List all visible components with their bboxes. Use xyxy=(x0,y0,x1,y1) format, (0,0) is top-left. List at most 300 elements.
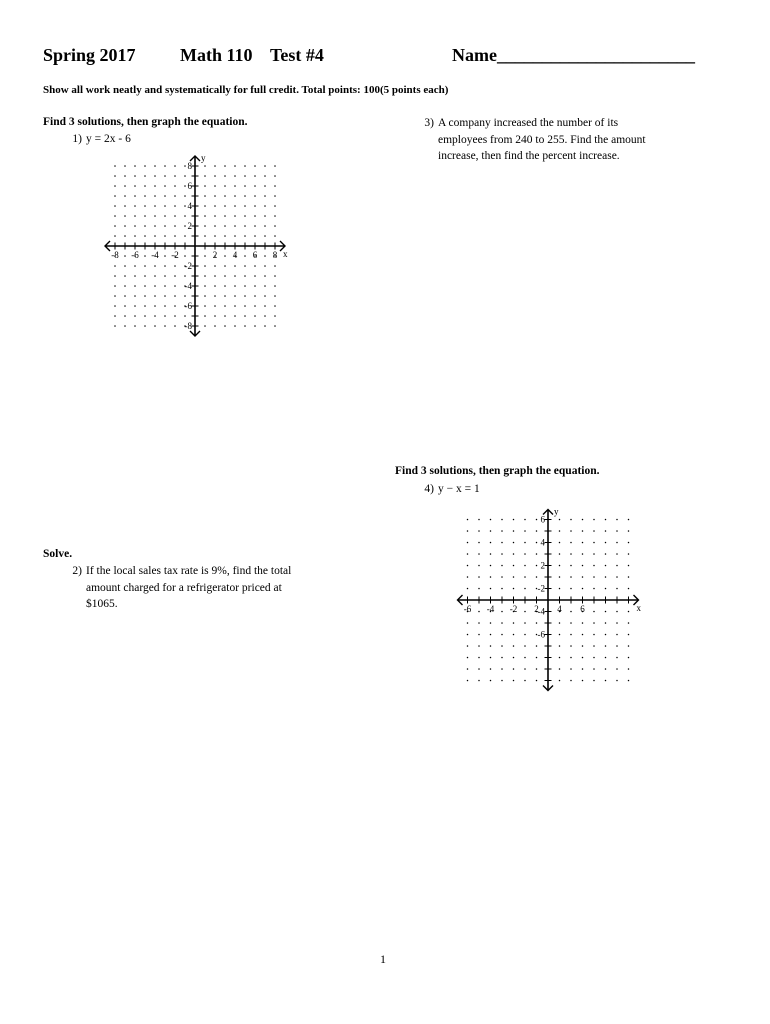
grid-dot xyxy=(184,215,186,217)
grid-dot xyxy=(204,315,206,317)
grid-dot xyxy=(224,275,226,277)
grid-dot xyxy=(124,225,126,227)
grid-dot xyxy=(513,645,515,647)
grid-dot xyxy=(224,285,226,287)
grid-dot xyxy=(524,680,526,682)
grid-dot xyxy=(264,235,266,237)
grid-dot xyxy=(244,325,246,327)
grid-dot xyxy=(559,576,561,578)
grid-dot xyxy=(582,553,584,555)
grid-dot xyxy=(524,542,526,544)
grid-dot xyxy=(154,285,156,287)
problem-1-text: y = 2x - 6 xyxy=(86,133,131,145)
section-heading-solve: Solve. xyxy=(43,548,73,560)
grid-dot xyxy=(593,645,595,647)
grid-dot xyxy=(214,235,216,237)
grid-dot xyxy=(114,225,116,227)
grid-dot xyxy=(214,275,216,277)
grid-dot xyxy=(524,611,526,613)
grid-dot xyxy=(274,185,276,187)
grid-dot xyxy=(274,305,276,307)
grid-dot xyxy=(164,175,166,177)
grid-dot xyxy=(144,265,146,267)
grid-dot xyxy=(114,315,116,317)
grid-dot xyxy=(124,325,126,327)
grid-dot xyxy=(234,235,236,237)
grid-dot xyxy=(490,588,492,590)
grid-dot xyxy=(124,185,126,187)
problem-3-line-3: increase, then find the percent increase. xyxy=(438,150,620,162)
grid-dot xyxy=(134,265,136,267)
grid-dot xyxy=(264,175,266,177)
grid-dot xyxy=(570,519,572,521)
grid-dot xyxy=(570,542,572,544)
grid-dot xyxy=(570,611,572,613)
grid-dot xyxy=(467,645,469,647)
grid-dot xyxy=(154,265,156,267)
grid-dot xyxy=(501,611,503,613)
grid-dot xyxy=(582,668,584,670)
y-tick-label: -4 xyxy=(184,281,192,291)
grid-dot xyxy=(536,668,538,670)
grid-dot xyxy=(605,680,607,682)
grid-dot xyxy=(174,325,176,327)
grid-dot xyxy=(264,225,266,227)
grid-dot xyxy=(164,165,166,167)
grid-dot xyxy=(605,565,607,567)
grid-dot xyxy=(164,205,166,207)
grid-dot xyxy=(184,235,186,237)
grid-dot xyxy=(234,195,236,197)
x-axis-label: x xyxy=(283,249,288,259)
grid-dot xyxy=(234,225,236,227)
grid-dot xyxy=(214,185,216,187)
grid-dot xyxy=(490,542,492,544)
grid-dot xyxy=(214,325,216,327)
grid-dot xyxy=(616,668,618,670)
grid-dot xyxy=(214,305,216,307)
grid-dot xyxy=(536,680,538,682)
grid-dot xyxy=(134,195,136,197)
grid-dot xyxy=(478,588,480,590)
grid-dot xyxy=(593,576,595,578)
grid-dot xyxy=(134,305,136,307)
grid-dot xyxy=(490,530,492,532)
grid-dot xyxy=(254,275,256,277)
grid-dot xyxy=(204,325,206,327)
grid-dot xyxy=(628,657,630,659)
grid-dot xyxy=(244,195,246,197)
problem-1-number: 1) xyxy=(72,133,82,145)
grid-dot xyxy=(134,185,136,187)
grid-dot xyxy=(174,165,176,167)
grid-dot xyxy=(144,315,146,317)
grid-dot xyxy=(593,553,595,555)
grid-dot xyxy=(559,680,561,682)
grid-dot xyxy=(274,325,276,327)
grid-dot xyxy=(559,542,561,544)
grid-dot xyxy=(144,285,146,287)
grid-dot xyxy=(174,185,176,187)
grid-dot xyxy=(184,255,186,257)
grid-dot xyxy=(204,235,206,237)
grid-dot xyxy=(164,225,166,227)
grid-dot xyxy=(164,215,166,217)
grid-dot xyxy=(616,565,618,567)
section-heading-graph-b: Find 3 solutions, then graph the equation. xyxy=(395,465,600,477)
grid-dot xyxy=(616,634,618,636)
grid-dot xyxy=(214,295,216,297)
grid-dot xyxy=(605,645,607,647)
grid-dot xyxy=(234,295,236,297)
grid-dot xyxy=(234,185,236,187)
grid-dot xyxy=(204,305,206,307)
grid-dot xyxy=(274,295,276,297)
grid-dot xyxy=(134,285,136,287)
grid-dot xyxy=(234,265,236,267)
grid-dot xyxy=(582,588,584,590)
grid-dot xyxy=(204,175,206,177)
grid-dot xyxy=(224,255,226,257)
grid-dot xyxy=(264,255,266,257)
grid-dot xyxy=(264,265,266,267)
grid-dot xyxy=(605,553,607,555)
grid-dot xyxy=(244,275,246,277)
grid-dot xyxy=(264,315,266,317)
grid-dot xyxy=(134,295,136,297)
grid-dot xyxy=(144,165,146,167)
grid-dot xyxy=(164,305,166,307)
grid-dot xyxy=(536,542,538,544)
grid-dot xyxy=(570,680,572,682)
grid-dot xyxy=(628,634,630,636)
grid-dot xyxy=(628,576,630,578)
grid-dot xyxy=(559,668,561,670)
grid-dot xyxy=(582,565,584,567)
grid-dot xyxy=(264,195,266,197)
grid-dot xyxy=(224,165,226,167)
grid-dot xyxy=(490,565,492,567)
grid-dot xyxy=(501,680,503,682)
grid-dot xyxy=(264,295,266,297)
grid-dot xyxy=(501,645,503,647)
grid-dot xyxy=(264,325,266,327)
grid-dot xyxy=(224,205,226,207)
grid-dot xyxy=(234,215,236,217)
y-tick-label: 8 xyxy=(187,161,192,171)
grid-dot xyxy=(274,315,276,317)
grid-dot xyxy=(254,265,256,267)
grid-dot xyxy=(501,542,503,544)
grid-dot xyxy=(264,285,266,287)
grid-dot xyxy=(593,611,595,613)
grid-dot xyxy=(204,275,206,277)
grid-dot xyxy=(224,315,226,317)
page-number: 1 xyxy=(380,952,386,966)
grid-dot xyxy=(274,175,276,177)
grid-dot xyxy=(501,622,503,624)
grid-dot xyxy=(184,205,186,207)
grid-dot xyxy=(274,235,276,237)
grid-dot xyxy=(234,285,236,287)
grid-dot xyxy=(114,175,116,177)
grid-dot xyxy=(467,565,469,567)
grid-dot xyxy=(114,165,116,167)
grid-dot xyxy=(114,185,116,187)
grid-dot xyxy=(234,275,236,277)
grid-dot xyxy=(490,634,492,636)
x-tick-label: 2 xyxy=(212,250,218,260)
grid-dot xyxy=(224,215,226,217)
grid-dot xyxy=(513,668,515,670)
grid-dot xyxy=(570,588,572,590)
grid-dot xyxy=(214,215,216,217)
problem-2-number: 2) xyxy=(72,565,82,577)
grid-dot xyxy=(274,225,276,227)
course-heading: Math 110 xyxy=(180,45,253,65)
grid-dot xyxy=(134,215,136,217)
name-field[interactable]: Name______________________ xyxy=(452,45,695,65)
grid-dot xyxy=(490,622,492,624)
grid-dot xyxy=(254,285,256,287)
grid-dot xyxy=(559,622,561,624)
grid-dot xyxy=(605,542,607,544)
grid-dot xyxy=(124,235,126,237)
grid-dot xyxy=(174,285,176,287)
grid-dot xyxy=(582,657,584,659)
grid-dot xyxy=(490,657,492,659)
grid-dot xyxy=(467,680,469,682)
y-tick-label: 4 xyxy=(187,201,192,211)
grid-dot xyxy=(593,657,595,659)
grid-dot xyxy=(605,588,607,590)
grid-dot xyxy=(478,622,480,624)
grid-dot xyxy=(274,265,276,267)
grid-dot xyxy=(224,265,226,267)
grid-dot xyxy=(274,195,276,197)
grid-dot xyxy=(513,588,515,590)
grid-dot xyxy=(274,275,276,277)
grid-dot xyxy=(134,205,136,207)
grid-dot xyxy=(513,519,515,521)
grid-dot xyxy=(234,205,236,207)
grid-dot xyxy=(467,657,469,659)
grid-dot xyxy=(184,315,186,317)
grid-dot xyxy=(616,530,618,532)
grid-dot xyxy=(524,519,526,521)
grid-dot xyxy=(467,634,469,636)
grid-dot xyxy=(224,195,226,197)
grid-dot xyxy=(501,668,503,670)
grid-dot xyxy=(114,215,116,217)
grid-dot xyxy=(616,553,618,555)
grid-dot xyxy=(114,295,116,297)
grid-dot xyxy=(134,165,136,167)
grid-dot xyxy=(174,225,176,227)
grid-dot xyxy=(628,668,630,670)
grid-dot xyxy=(605,634,607,636)
grid-dot xyxy=(184,225,186,227)
x-tick-label: -6 xyxy=(131,250,139,260)
grid-dot xyxy=(582,542,584,544)
grid-dot xyxy=(254,305,256,307)
grid-dot xyxy=(274,165,276,167)
grid-dot xyxy=(605,622,607,624)
grid-dot xyxy=(524,645,526,647)
grid-dot xyxy=(593,530,595,532)
grid-dot xyxy=(478,576,480,578)
grid-dot xyxy=(467,576,469,578)
grid-dot xyxy=(134,275,136,277)
section-heading-graph-a: Find 3 solutions, then graph the equation. xyxy=(43,116,248,128)
grid-dot xyxy=(570,530,572,532)
grid-dot xyxy=(224,295,226,297)
grid-dot xyxy=(254,215,256,217)
grid-dot xyxy=(536,576,538,578)
grid-dot xyxy=(154,295,156,297)
grid-dot xyxy=(254,235,256,237)
grid-dot xyxy=(605,657,607,659)
grid-dot xyxy=(490,668,492,670)
grid-dot xyxy=(174,275,176,277)
grid-dot xyxy=(144,225,146,227)
grid-dot xyxy=(536,657,538,659)
grid-dot xyxy=(559,588,561,590)
grid-dot xyxy=(174,315,176,317)
y-tick-label: 4 xyxy=(540,537,545,548)
grid-dot xyxy=(524,634,526,636)
y-tick-label: -8 xyxy=(184,321,192,331)
grid-dot xyxy=(144,235,146,237)
grid-dot xyxy=(124,255,126,257)
grid-dot xyxy=(467,542,469,544)
grid-dot xyxy=(582,576,584,578)
grid-dot xyxy=(124,265,126,267)
grid-dot xyxy=(501,519,503,521)
grid-dot xyxy=(254,165,256,167)
grid-dot xyxy=(154,225,156,227)
grid-dot xyxy=(593,668,595,670)
grid-dot xyxy=(224,235,226,237)
grid-dot xyxy=(114,325,116,327)
grid-dot xyxy=(134,325,136,327)
problem-3-line-1: A company increased the number of its xyxy=(438,117,619,129)
grid-dot xyxy=(254,315,256,317)
grid-dot xyxy=(513,553,515,555)
grid-dot xyxy=(570,622,572,624)
grid-dot xyxy=(154,205,156,207)
grid-dot xyxy=(513,565,515,567)
grid-dot xyxy=(605,530,607,532)
test-heading: Test #4 xyxy=(270,45,324,65)
problem-3 xyxy=(414,115,734,167)
grid-dot xyxy=(559,530,561,532)
grid-dot xyxy=(174,295,176,297)
grid-dot xyxy=(616,680,618,682)
grid-dot xyxy=(224,185,226,187)
grid-dot xyxy=(144,215,146,217)
grid-dot xyxy=(582,519,584,521)
x-tick-label: -4 xyxy=(486,604,495,614)
problem-4-number: 4) xyxy=(424,483,434,495)
problem-4-text: y − x = 1 xyxy=(438,483,480,495)
grid-dot xyxy=(124,275,126,277)
grid-dot xyxy=(244,165,246,167)
grid-dot xyxy=(570,565,572,567)
grid-dot xyxy=(254,325,256,327)
grid-dot xyxy=(605,668,607,670)
grid-dot xyxy=(144,275,146,277)
grid-dot xyxy=(274,205,276,207)
grid-dot xyxy=(204,285,206,287)
grid-dot xyxy=(524,530,526,532)
grid-dot xyxy=(114,195,116,197)
grid-dot xyxy=(174,175,176,177)
grid-dot xyxy=(214,225,216,227)
grid-dot xyxy=(605,611,607,613)
problem-2 xyxy=(62,563,382,615)
grid-dot xyxy=(244,215,246,217)
grid-dot xyxy=(616,542,618,544)
grid-dot xyxy=(244,265,246,267)
grid-dot xyxy=(174,195,176,197)
grid-dot xyxy=(536,553,538,555)
grid-dot xyxy=(244,225,246,227)
grid-dot xyxy=(144,175,146,177)
y-tick-label: -6 xyxy=(184,301,192,311)
grid-dot xyxy=(478,634,480,636)
coordinate-grid-1[interactable] xyxy=(100,150,295,348)
grid-dot xyxy=(204,265,206,267)
y-tick-label: -4 xyxy=(537,606,545,617)
grid-dot xyxy=(214,205,216,207)
grid-dot xyxy=(254,205,256,207)
grid-dot xyxy=(501,588,503,590)
grid-dot xyxy=(616,588,618,590)
grid-dot xyxy=(234,325,236,327)
grid-dot xyxy=(467,553,469,555)
grid-dot xyxy=(559,634,561,636)
grid-dot xyxy=(224,225,226,227)
grid-dot xyxy=(264,185,266,187)
problem-3-number: 3) xyxy=(424,117,434,129)
coordinate-grid-2[interactable] xyxy=(453,496,648,696)
grid-dot xyxy=(593,634,595,636)
grid-dot xyxy=(490,645,492,647)
grid-dot xyxy=(184,275,186,277)
grid-dot xyxy=(570,634,572,636)
grid-dot xyxy=(154,315,156,317)
grid-dot xyxy=(124,215,126,217)
grid-dot xyxy=(214,195,216,197)
grid-dot xyxy=(582,530,584,532)
grid-dot xyxy=(605,576,607,578)
grid-dot xyxy=(570,576,572,578)
grid-dot xyxy=(478,542,480,544)
grid-dot xyxy=(559,519,561,521)
x-tick-label: -8 xyxy=(111,250,119,260)
grid-dot xyxy=(234,315,236,317)
grid-dot xyxy=(204,215,206,217)
grid-dot xyxy=(134,225,136,227)
grid-dot xyxy=(134,315,136,317)
grid-dot xyxy=(478,565,480,567)
grid-dot xyxy=(478,645,480,647)
grid-dot xyxy=(478,611,480,613)
x-axis-label: x xyxy=(636,603,641,613)
grid-dot xyxy=(124,315,126,317)
grid-dot xyxy=(513,622,515,624)
